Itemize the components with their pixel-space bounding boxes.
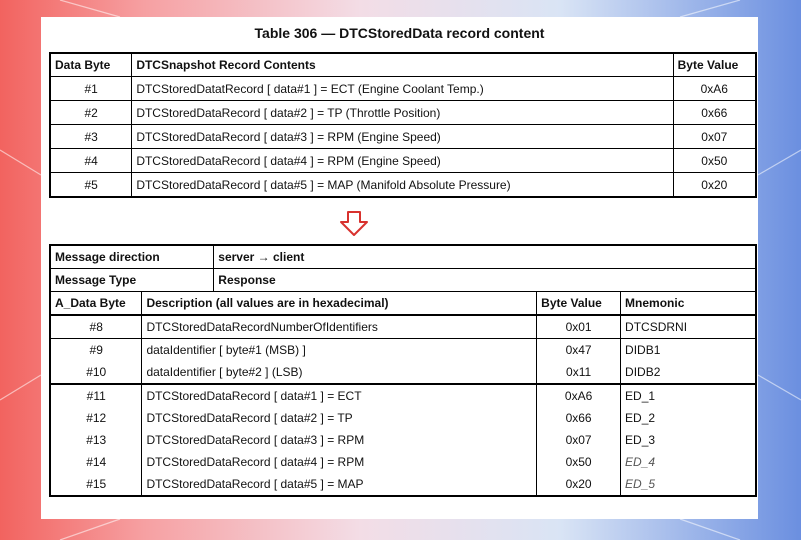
a-data-byte-cell: #8 [50,315,142,339]
byte-value-cell: 0x20 [673,173,756,198]
a-data-byte-cell: #9 [50,339,142,362]
a-data-byte-cell: #13 [50,429,142,451]
description-cell: DTCStoredDataRecordNumberOfIdentifiers [142,315,537,339]
header-a-data-byte: A_Data Byte [50,292,142,316]
a-data-byte-cell: #15 [50,473,142,496]
byte-value-cell: 0xA6 [537,384,621,407]
mnemonic-cell: ED_3 [621,429,756,451]
description-cell: DTCStoredDataRecord [ data#1 ] = ECT [142,384,537,407]
message-type-value: Response [214,269,756,292]
table-row [50,101,756,125]
byte-value-cell: 0x20 [537,473,621,496]
description-cell: DTCStoredDataRecord [ data#3 ] = RPM [142,429,537,451]
data-byte-cell: #1 [50,77,132,101]
byte-value-cell: 0x50 [673,149,756,173]
byte-value-cell: 0xA6 [673,77,756,101]
a-data-byte-cell: #14 [50,451,142,473]
message-type-label: Message Type [50,269,214,292]
description-cell: DTCStoredDataRecord [ data#5 ] = MAP [142,473,537,496]
header-byte-value: Byte Value [537,292,621,316]
description-cell: DTCStoredDataRecord [ data#4 ] = RPM [142,451,537,473]
header-byte-value: Byte Value [673,53,756,77]
description-cell: DTCStoredDataRecord [ data#2 ] = TP [142,407,537,429]
response-message-table [49,244,757,497]
table-row [50,315,756,339]
table-title: Table 306 — DTCStoredData record content [254,25,545,41]
data-byte-cell: #2 [50,101,132,125]
message-direction-label: Message direction [50,245,214,269]
message-direction-row [50,245,756,269]
data-byte-cell: #4 [50,149,132,173]
byte-value-cell: 0x07 [537,429,621,451]
header-mnemonic: Mnemonic [621,292,756,316]
table-row [50,339,756,362]
header-description: Description (all values are in hexadecimal) [142,292,537,316]
a-data-byte-cell: #12 [50,407,142,429]
data-byte-cell: #5 [50,173,132,198]
mnemonic-cell: ED_1 [621,384,756,407]
table-row [50,149,756,173]
header-data-byte: Data Byte [50,53,132,77]
message-type-row [50,269,756,292]
mnemonic-cell: ED_2 [621,407,756,429]
byte-value-cell: 0x47 [537,339,621,362]
mnemonic-cell: ED_5 [621,473,756,496]
mnemonic-cell: ED_4 [621,451,756,473]
table-row [50,125,756,149]
table-row [50,429,756,451]
table-row [50,361,756,384]
byte-value-cell: 0x50 [537,451,621,473]
table-row [50,173,756,198]
byte-value-cell: 0x07 [673,125,756,149]
mnemonic-cell: DTCSDRNI [621,315,756,339]
table-row [50,407,756,429]
mnemonic-cell: DIDB2 [621,361,756,384]
description-cell: dataIdentifier [ byte#2 ] (LSB) [142,361,537,384]
table-header-row [50,53,756,77]
record-contents-cell: DTCStoredDatatRecord [ data#1 ] = ECT (Engine Coolant Temp.) [132,77,673,101]
table-row [50,384,756,407]
description-cell: dataIdentifier [ byte#1 (MSB) ] [142,339,537,362]
record-contents-cell: DTCStoredDataRecord [ data#2 ] = TP (Throttle Position) [132,101,673,125]
table-row [50,451,756,473]
byte-value-cell: 0x01 [537,315,621,339]
record-contents-cell: DTCStoredDataRecord [ data#4 ] = RPM (Engine Speed) [132,149,673,173]
record-contents-cell: DTCStoredDataRecord [ data#3 ] = RPM (Engine Speed) [132,125,673,149]
down-arrow-icon [339,211,369,237]
byte-value-cell: 0x66 [537,407,621,429]
a-data-byte-cell: #10 [50,361,142,384]
table-row [50,473,756,496]
table-row [50,77,756,101]
record-contents-cell: DTCStoredDataRecord [ data#5 ] = MAP (Manifold Absolute Pressure) [132,173,673,198]
message-direction-value: server → client [214,245,756,269]
byte-value-cell: 0x66 [673,101,756,125]
dtc-snapshot-table [49,52,757,198]
header-record-contents: DTCSnapshot Record Contents [132,53,673,77]
table-header-row [50,292,756,316]
document-page [41,17,758,519]
a-data-byte-cell: #11 [50,384,142,407]
byte-value-cell: 0x11 [537,361,621,384]
mnemonic-cell: DIDB1 [621,339,756,362]
data-byte-cell: #3 [50,125,132,149]
